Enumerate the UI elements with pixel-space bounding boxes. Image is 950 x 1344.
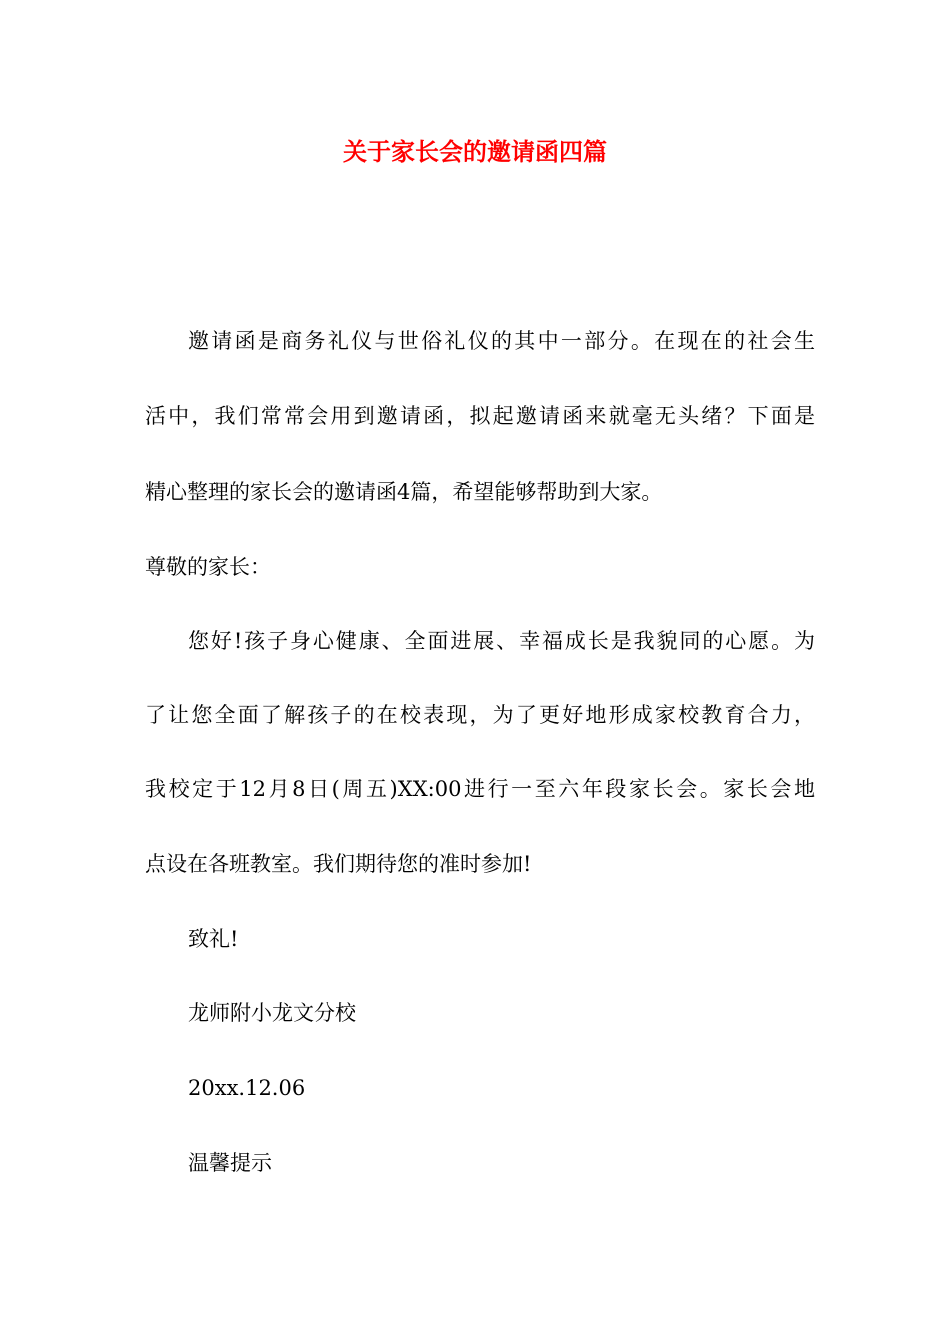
intro-line-3: 精心整理的家长会的邀请函4篇，希望能够帮助到大家。	[145, 480, 663, 504]
reminder-heading: 温馨提示	[188, 1151, 272, 1175]
body-line-1: 您好!孩子身心健康、全面进展、幸福成长是我貌同的心愿。为	[188, 629, 815, 653]
date: 20xx.12.06	[188, 1076, 306, 1100]
intro-line-2: 活中，我们常常会用到邀请函，拟起邀请函来就毫无头绪？下面是	[145, 404, 815, 428]
signature: 龙师附小龙文分校	[188, 1001, 356, 1025]
body-line-2: 了让您全面了解孩子的在校表现，为了更好地形成家校教育合力，	[145, 703, 815, 727]
salutation: 尊敬的家长：	[145, 555, 271, 579]
closing: 致礼!	[188, 927, 239, 951]
document-title: 关于家长会的邀请函四篇	[343, 137, 607, 166]
body-line-4: 点设在各班教室。我们期待您的准时参加!	[145, 852, 532, 876]
body-line-3: 我校定于12月8日(周五)XX:00进行一至六年段家长会。家长会地	[145, 777, 815, 801]
intro-line-1: 邀请函是商务礼仪与世俗礼仪的其中一部分。在现在的社会生	[188, 329, 815, 353]
